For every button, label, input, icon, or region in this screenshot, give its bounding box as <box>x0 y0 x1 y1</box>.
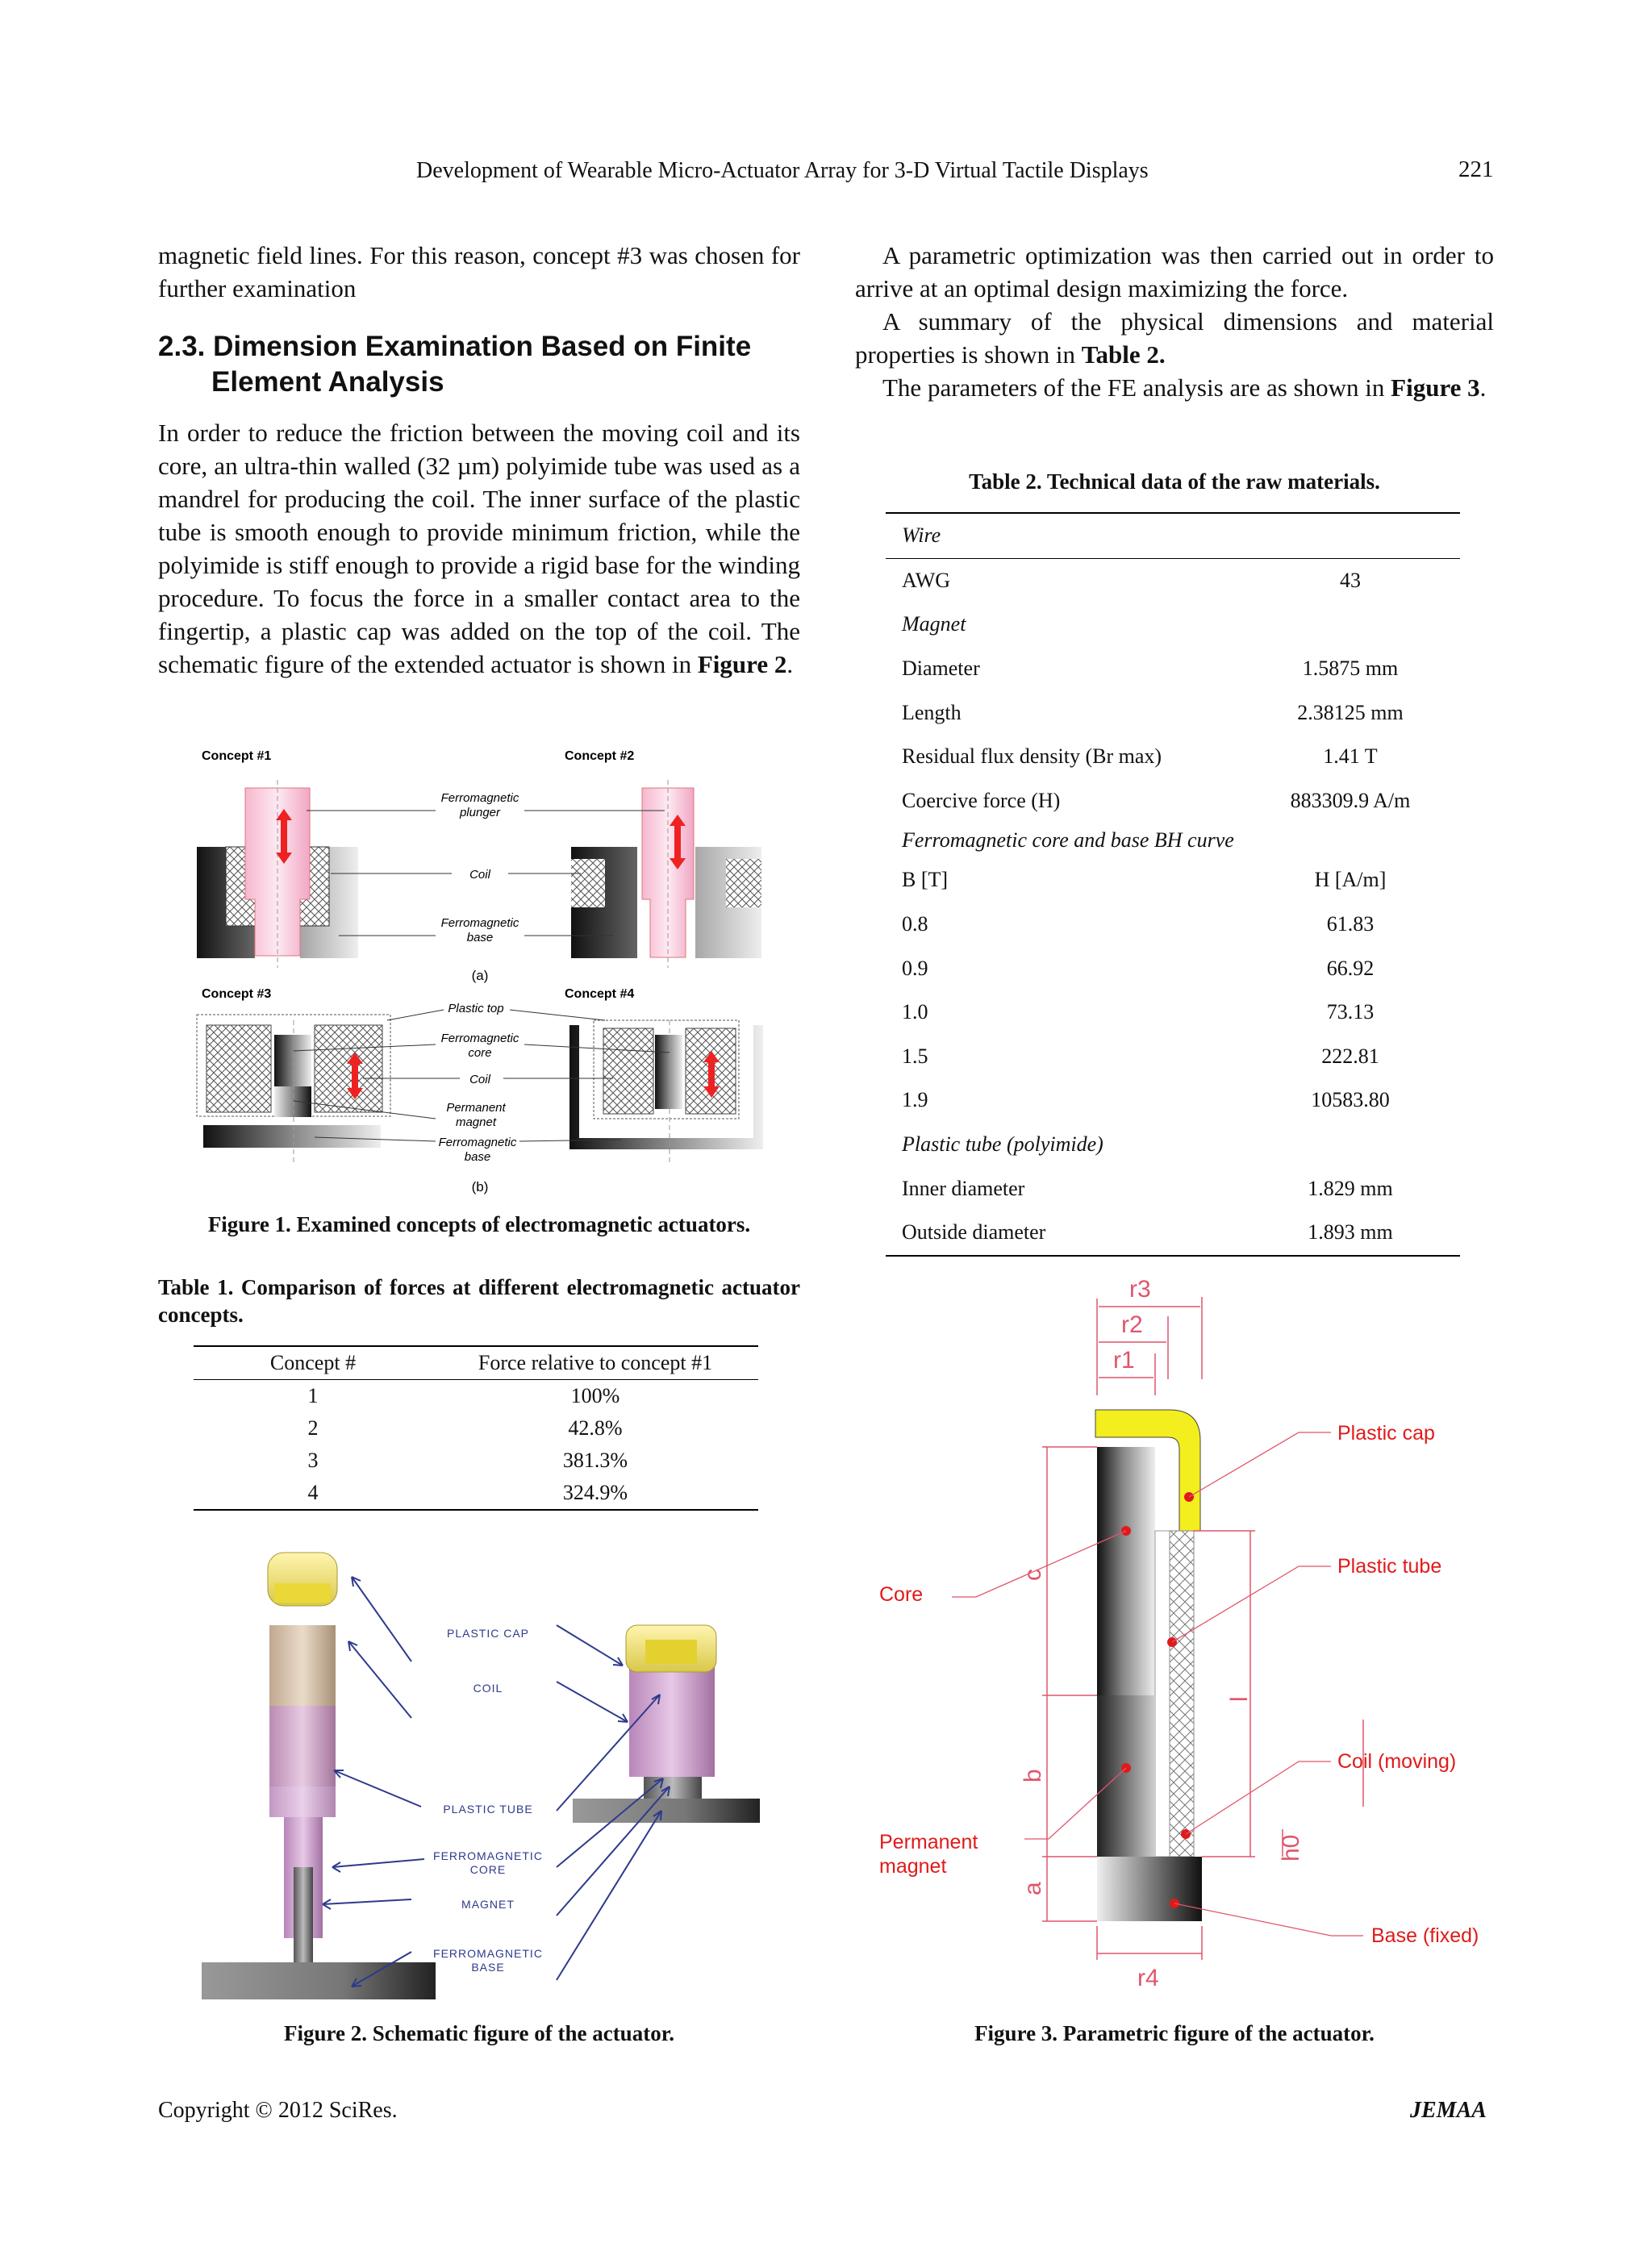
table-row: Ferromagnetic core and base BH curve <box>902 828 1234 853</box>
dim-h0: h0 <box>1278 1834 1304 1862</box>
table-row: 1.0 73.13 <box>902 1000 1375 1024</box>
svg-text:Ferromagnetic: Ferromagnetic <box>440 791 519 805</box>
concept-3-base <box>203 1125 381 1148</box>
table-row: 0.9 66.92 <box>902 956 1375 980</box>
dim-r3: r3 <box>1129 1276 1151 1303</box>
table-row: AWG 43 <box>902 568 1361 592</box>
svg-text:CORE: CORE <box>469 1863 507 1876</box>
table-row: B [T] H [A/m] <box>902 868 1387 892</box>
left-column-top <box>158 239 800 681</box>
svg-text:MAGNET: MAGNET <box>461 1898 515 1911</box>
svg-text:core: core <box>468 1046 492 1060</box>
page-number: 221 <box>1458 156 1494 182</box>
label-core: Core <box>879 1583 924 1606</box>
figure-3-parametric <box>863 1274 1492 2008</box>
base-exploded <box>202 1962 436 1999</box>
table-row: Length 2.38125 mm <box>902 700 1404 724</box>
concept-4-coil <box>603 1028 653 1114</box>
concept-1-label: Concept #1 <box>202 749 272 763</box>
svg-text:Plastic top: Plastic top <box>448 1002 504 1015</box>
svg-text:Permanent: Permanent <box>446 1101 506 1115</box>
base-assembled <box>573 1799 760 1823</box>
core-exploded <box>294 1867 313 1964</box>
table-row: Wire <box>886 513 1460 558</box>
paragraph: A summary of the physical dimensions and material properties is shown in Table 2. <box>855 307 1494 369</box>
dim-b: b <box>1020 1769 1046 1782</box>
table-row: 1 100% <box>307 1384 620 1407</box>
dim-l: l <box>1226 1696 1253 1702</box>
svg-text:Ferromagnetic: Ferromagnetic <box>438 1136 517 1149</box>
magnet-shape <box>1097 1695 1155 1857</box>
svg-text:base: base <box>466 931 494 944</box>
concept-3-label: Concept #3 <box>202 987 272 1001</box>
table-row: Outside diameter 1.893 mm <box>886 1211 1460 1256</box>
coil-shape <box>1170 1531 1194 1857</box>
subfigure-a-label: (a) <box>471 968 489 983</box>
paragraph: The parameters of the FE analysis are as shown in Figure 3. <box>882 373 1487 402</box>
concept-4-core <box>655 1035 682 1109</box>
table-row: 1.9 10583.80 <box>902 1088 1390 1112</box>
concept-2-label: Concept #2 <box>565 749 635 763</box>
label-plastic-tube: Plastic tube <box>1337 1555 1442 1578</box>
svg-text:COIL: COIL <box>473 1682 503 1695</box>
dim-r2: r2 <box>1121 1311 1143 1338</box>
label-permanent: Permanent <box>879 1831 978 1853</box>
table-2-caption: Table 2. Technical data of the raw materials. <box>969 469 1380 494</box>
coil-assembled <box>629 1666 715 1777</box>
right-column-top <box>855 239 1494 404</box>
figure-2-schematic <box>194 1545 766 2004</box>
table-row: Plastic tube (polyimide) <box>902 1132 1103 1157</box>
table-header-row: Concept # Force relative to concept #1 <box>194 1346 758 1380</box>
svg-text:PLASTIC TUBE: PLASTIC TUBE <box>443 1803 533 1816</box>
table-row: Coercive force (H) 883309.9 A/m <box>902 788 1411 812</box>
table-row: Diameter 1.5875 mm <box>902 657 1399 681</box>
table-row: 2 42.8% <box>307 1416 623 1440</box>
svg-text:PLASTIC CAP: PLASTIC CAP <box>446 1627 530 1640</box>
table-2 <box>886 512 1460 1257</box>
svg-text:Coil: Coil <box>469 1073 490 1086</box>
dim-c: c <box>1020 1569 1046 1581</box>
table-ref: Table 2. <box>1081 340 1166 369</box>
paragraph: A parametric optimization was then carried out in order to arrive at an optimal design maximizing the force. <box>855 241 1494 302</box>
figure-ref: Figure 3 <box>1391 373 1480 402</box>
concept-3-magnet <box>274 1086 311 1117</box>
svg-text:FERROMAGNETIC: FERROMAGNETIC <box>433 1849 543 1862</box>
footer-copyright: Copyright © 2012 SciRes. <box>158 2098 398 2123</box>
paragraph: In order to reduce the friction between the moving coil and its core, an ultra-thin walled (32 µm) polyimide tube was used as a mandrel for producing the coil. The inner surface of the plastic tube is smooth enough to provide minimum friction, while the polyimide is stiff enough to provide a rigid base for the winding procedure. To focus the force in a smaller contact area to the fingertip, a plastic cap was added on the top of the coil. The schematic figure of the extended actuator is shown in Figure 2. <box>158 419 800 678</box>
label-coil-moving: Coil (moving) <box>1337 1750 1457 1773</box>
concept-4-label: Concept #4 <box>565 987 635 1001</box>
figure-ref: Figure 2 <box>697 650 787 678</box>
table-1 <box>194 1345 758 1511</box>
plastic-tube-exploded <box>269 1706 336 1817</box>
label-magnet: magnet <box>879 1855 947 1878</box>
table-1-caption: Table 1. Comparison of forces at different electromagnetic actuator concepts. <box>158 1275 800 1327</box>
section-title: 2.3. Dimension Examination Based on Finite Element Analysis <box>158 331 752 398</box>
table-row: 3 381.3% <box>307 1449 628 1472</box>
concept-3-coil <box>206 1025 271 1112</box>
core-shape <box>1097 1447 1155 1695</box>
svg-text:Ferromagnetic: Ferromagnetic <box>440 916 519 930</box>
figure-1-caption: Figure 1. Examined concepts of electromagnetic actuators. <box>207 1212 751 1236</box>
footer-journal: JEMAA <box>1410 2098 1487 2123</box>
table-row: 4 324.9% <box>194 1477 758 1510</box>
svg-text:Coil: Coil <box>469 868 490 882</box>
base-shape <box>1097 1857 1202 1921</box>
table-row: Residual flux density (Br max) 1.41 T <box>902 744 1378 769</box>
dim-r1: r1 <box>1113 1347 1135 1374</box>
figure-2-caption: Figure 2. Schematic figure of the actuator. <box>284 2021 674 2045</box>
concept-3-core <box>274 1035 311 1086</box>
figure-1-concepts <box>194 746 766 1202</box>
table-row: 1.5 222.81 <box>902 1044 1379 1068</box>
label-plastic-cap: Plastic cap <box>1337 1422 1435 1445</box>
label-base-fixed: Base (fixed) <box>1371 1924 1479 1947</box>
table-row: 0.8 61.83 <box>902 912 1375 936</box>
subfigure-b-label: (b) <box>471 1179 489 1194</box>
svg-text:BASE: BASE <box>471 1961 505 1974</box>
svg-text:base: base <box>464 1150 491 1164</box>
dim-r4: r4 <box>1137 1965 1159 1991</box>
svg-text:plunger: plunger <box>459 806 501 819</box>
figure-3-caption: Figure 3. Parametric figure of the actuator. <box>974 2021 1375 2045</box>
svg-text:Ferromagnetic: Ferromagnetic <box>440 1032 519 1045</box>
svg-text:magnet: magnet <box>455 1115 497 1129</box>
svg-text:FERROMAGNETIC: FERROMAGNETIC <box>433 1947 543 1960</box>
dim-a: a <box>1020 1882 1046 1895</box>
paragraph: magnetic field lines. For this reason, concept #3 was chosen for further examination <box>158 241 800 302</box>
table-row: Inner diameter 1.829 mm <box>902 1176 1393 1200</box>
table-row: Magnet <box>902 612 966 636</box>
running-header: Development of Wearable Micro-Actuator Array for 3-D Virtual Tactile Displays <box>416 158 1149 183</box>
